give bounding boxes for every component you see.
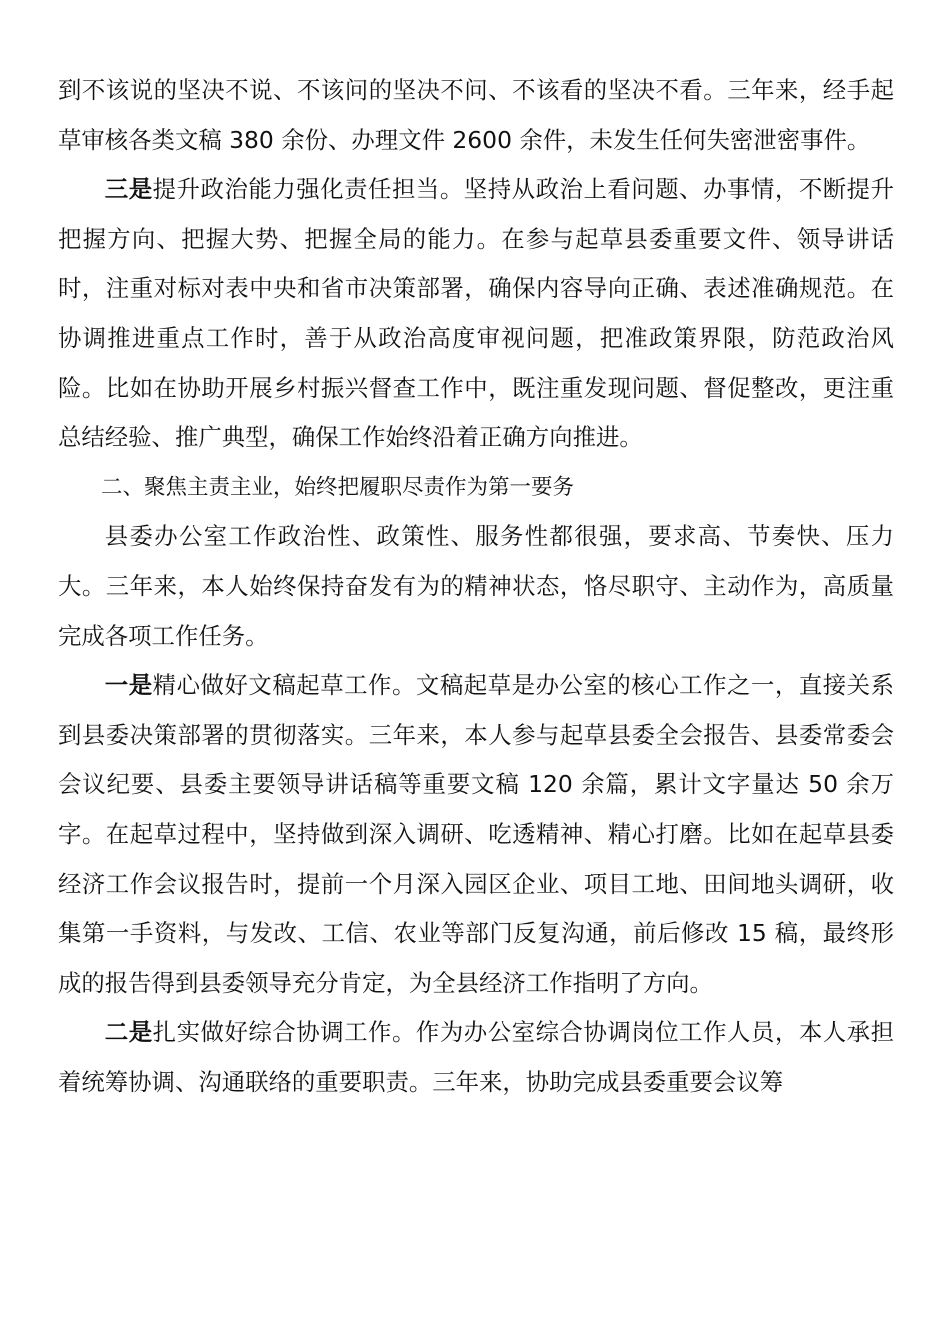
paragraph-text: 县委办公室工作政治性、政策性、服务性都很强，要求高、节奏快、压力大。三年来，本人始终保持奋发有为的精神状态，恪尽职守、主动作为，高质量完成各项工作任务。 bbox=[58, 522, 894, 650]
paragraph-lead: 一是 bbox=[104, 671, 153, 700]
paragraph-lead: 二是 bbox=[104, 1018, 153, 1047]
paragraph-text: 到不该说的坚决不说、不该问的坚决不问、不该看的坚决不看。三年来，经手起草审核各类文稿 380 余份、办理文件 2600 余件，未发生任何失密泄密事件。 bbox=[58, 76, 894, 154]
paragraph-text: 扎实做好综合协调工作。作为办公室综合协调岗位工作人员，本人承担着统筹协调、沟通联络的重要职责。三年来，协助完成县委重要会议筹 bbox=[58, 1018, 895, 1096]
paragraph-coordination-work bbox=[58, 1008, 894, 1107]
paragraph-text: 提升政治能力强化责任担当。坚持从政治上看问题、办事情，不断提升把握方向、把握大势、把握全局的能力。在参与起草县委重要文件、领导讲话时，注重对标对表中央和省市决策部署，确保内容导向正确、表述准确规范。在协调推进重点工作时，善于从政治高度审视问题，把准政策界限，防范政治风险。比如在协助开展乡村振兴督查工作中，既注重发现问题、督促整改，更注重总结经验、推广典型，确保工作始终沿着正确方向推进。 bbox=[58, 175, 895, 452]
paragraph-section-intro bbox=[58, 512, 894, 661]
paragraph-political-ability bbox=[58, 165, 894, 463]
paragraph-text: 精心做好文稿起草工作。文稿起草是办公室的核心工作之一，直接关系到县委决策部署的贯彻落实。三年来，本人参与起草县委全会报告、县委常委会会议纪要、县委主要领导讲话稿等重要文稿 120 余篇，累计文字量达 50 余万字。在起草过程中，坚持做到深入调研、吃透精神、精心打磨。比如在起草县委经济工作会议报告时，提前一个月深入园区企业、项目工地、田间地头调研，收集第一手资料，与发改、工信、农业等部门反复沟通，前后修改 15 稿，最终形成的报告得到县委领导充分肯定，为全县经济工作指明了方向。 bbox=[58, 671, 895, 997]
paragraph-drafting-work bbox=[58, 661, 894, 1008]
section-heading-text: 二、聚焦主责主业，始终把履职尽责作为第一要务 bbox=[101, 474, 575, 500]
section-heading bbox=[58, 463, 894, 513]
paragraph-lead: 三是 bbox=[104, 175, 153, 204]
document-page bbox=[58, 66, 894, 1107]
paragraph-confidentiality-continuation bbox=[58, 66, 894, 165]
